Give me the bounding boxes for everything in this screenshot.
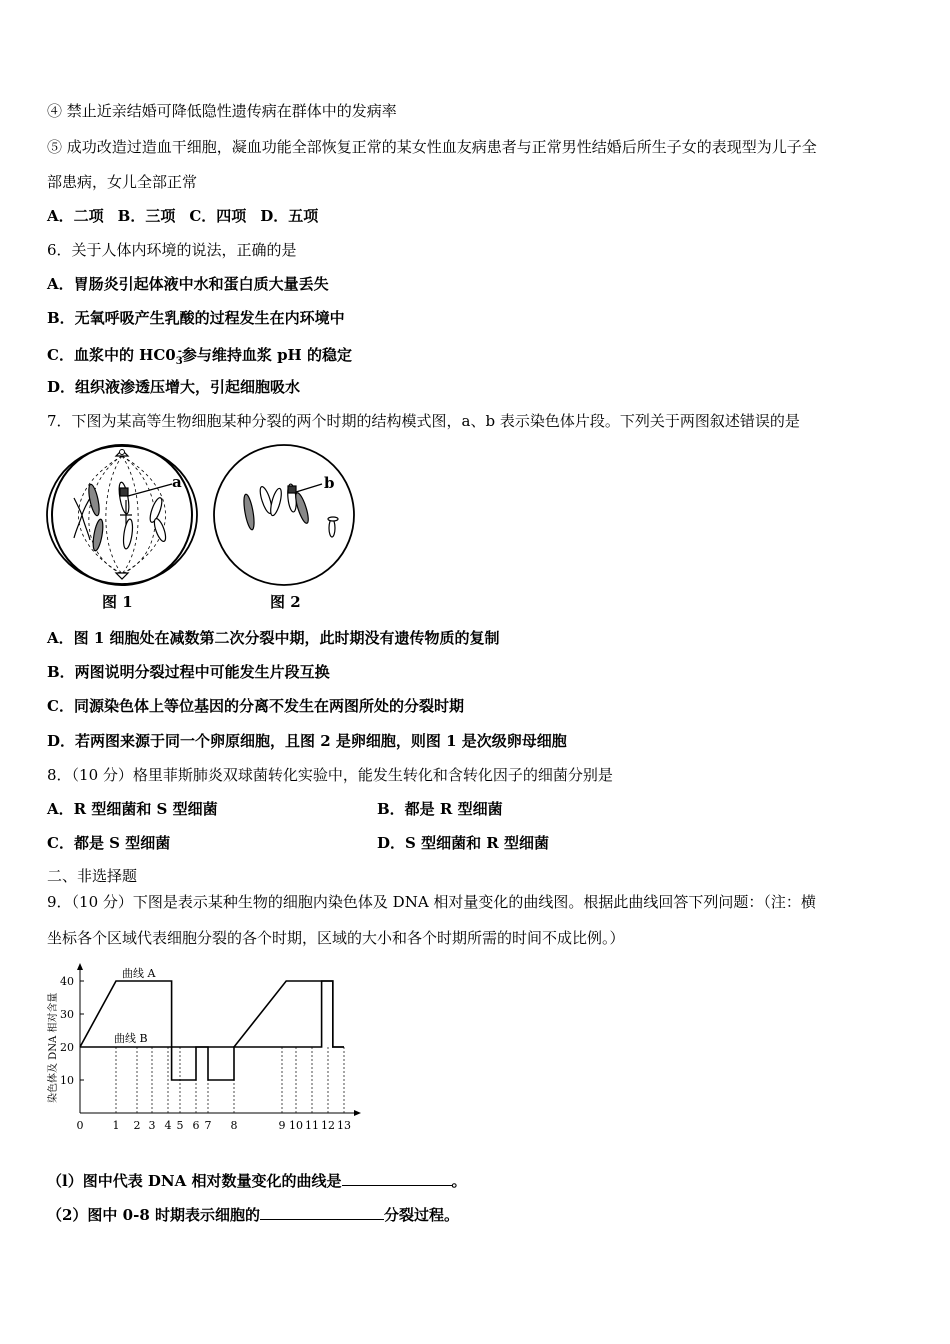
q7-stem: 7．下图为某高等生物细胞某种分裂的两个时期的结构模式图，a、b 表示染色体片段。下列关于两图叙述错误的是 — [47, 412, 800, 430]
x-tick-label: 12 — [321, 1119, 335, 1132]
x-tick-label: 8 — [230, 1119, 238, 1132]
q7-option-d: D．若两图来源于同一个卵原细胞，且图 2 是卵细胞，则图 1 是次级卵母细胞 — [47, 732, 567, 750]
y-axis-arrow-icon — [77, 963, 83, 970]
q5-item5-line1: ⑤ 成功改造过造血干细胞，凝血功能全部恢复正常的某女性血友病患者与正常男性结婚后所生子女的表现型为儿子全 — [47, 138, 817, 156]
q6-stem: 6．关于人体内环境的说法，正确的是 — [47, 241, 297, 259]
x-tick-label: 3 — [148, 1119, 156, 1132]
x-tick-label: 4 — [164, 1119, 172, 1132]
x-tick-label: 0 — [76, 1119, 84, 1132]
q8-stem: 8．（10 分）格里菲斯肺炎双球菌转化实验中，能发生转化和含转化因子的细菌分别是 — [47, 766, 613, 784]
q9-stem-line2: 坐标各个区域代表细胞分裂的各个时期，区域的大小和各个时期所需的时间不成比例。） — [47, 929, 625, 947]
q5-item5-line2: 部患病，女儿全部正常 — [47, 173, 198, 191]
y-tick-label: 10 — [60, 1074, 74, 1087]
fig1-label-a: a — [172, 473, 182, 491]
x-axis-arrow-icon — [354, 1110, 361, 1116]
x-tick-label: 1 — [112, 1119, 120, 1132]
curve-b-label: 曲线 B — [114, 1032, 148, 1045]
q5-option-b: B．三项 — [117, 207, 176, 225]
q5-option-c: C．四项 — [189, 207, 247, 225]
x-tick-label: 6 — [192, 1119, 200, 1132]
q6-option-b: B．无氧呼吸产生乳酸的过程发生在内环境中 — [47, 309, 345, 327]
y-tick-label: 20 — [60, 1041, 74, 1054]
fig2-cell-outline — [214, 445, 354, 585]
q9-sub2-text: （2）图中 0-8 时期表示细胞的 — [47, 1206, 260, 1224]
q9-sub2-blank[interactable] — [260, 1205, 384, 1220]
q5-option-a: A．二项 — [47, 207, 104, 225]
q6-option-c-pre: C．血浆中的 HC0 — [47, 346, 176, 364]
y-tick-label: 30 — [60, 1008, 74, 1021]
q9-sub1-end: 。 — [451, 1172, 467, 1190]
q6-option-a: A．胃肠炎引起体液中水和蛋白质大量丢失 — [47, 275, 329, 293]
q7-figure — [44, 440, 364, 615]
curve-b-line — [80, 981, 344, 1080]
fig1-top-centriole-icon — [120, 450, 125, 455]
q5-options — [47, 206, 318, 226]
q5-option-d: D．五项 — [260, 207, 319, 225]
q8-option-d: D．S 型细菌和 R 型细菌 — [377, 834, 549, 852]
q6-option-c-sup: - — [177, 346, 182, 357]
y-axis-label: 染色体及 DNA 相对含量 — [48, 992, 59, 1103]
q7-option-c: C．同源染色体上等位基因的分离不发生在两图所处的分裂时期 — [47, 697, 464, 715]
q9-sub2 — [47, 1205, 459, 1225]
curve-a-label: 曲线 A — [122, 967, 156, 980]
q9-sub1-text: （l）图中代表 DNA 相对数量变化的曲线是 — [47, 1172, 342, 1190]
q8-option-b: B．都是 R 型细菌 — [377, 800, 503, 818]
x-tick-label: 7 — [204, 1119, 212, 1132]
q6-option-c-sub: 3 — [175, 356, 183, 367]
x-tick-label: 13 — [337, 1119, 351, 1132]
x-tick-label: 10 — [289, 1119, 303, 1132]
x-tick-label: 2 — [133, 1119, 141, 1132]
x-tick-label: 5 — [176, 1119, 184, 1132]
q9-chart — [44, 962, 364, 1137]
q9-sub1 — [47, 1171, 467, 1191]
fig1-chromosomes — [74, 482, 168, 552]
y-tick-label: 40 — [60, 975, 74, 988]
q7-option-b: B．两图说明分裂过程中可能发生片段互换 — [47, 663, 330, 681]
q6-option-c-post: 参与维持血浆 pH 的稳定 — [181, 346, 352, 364]
fig1-bottom-centrosome-icon — [116, 573, 128, 579]
x-tick-label: 11 — [305, 1119, 319, 1132]
fig2-caption: 图 2 — [270, 593, 301, 611]
fig2-label-b: b — [324, 474, 335, 492]
q9-sub1-blank[interactable] — [342, 1171, 452, 1186]
fig1-caption: 图 1 — [102, 593, 133, 611]
q9-sub2-end: 分裂过程。 — [383, 1206, 459, 1224]
section-heading: 二、非选择题 — [47, 867, 138, 885]
x-tick-label: 9 — [278, 1119, 286, 1132]
q9-stem-line1: 9．（10 分）下图是表示某种生物的细胞内染色体及 DNA 相对量变化的曲线图。根据此曲线回答下列问题：（注：横 — [47, 893, 816, 911]
q8-option-a: A．R 型细菌和 S 型细菌 — [47, 800, 218, 818]
q5-item4: ④ 禁止近亲结婚可降低隐性遗传病在群体中的发病率 — [47, 102, 397, 120]
q8-option-c: C．都是 S 型细菌 — [47, 834, 171, 852]
q6-option-d: D．组织液渗透压增大，引起细胞吸水 — [47, 378, 301, 396]
fig2-label-b-line — [296, 484, 322, 492]
q6-option-c — [47, 342, 352, 372]
q7-option-a: A．图 1 细胞处在减数第二次分裂中期，此时期没有遗传物质的复制 — [47, 629, 500, 647]
